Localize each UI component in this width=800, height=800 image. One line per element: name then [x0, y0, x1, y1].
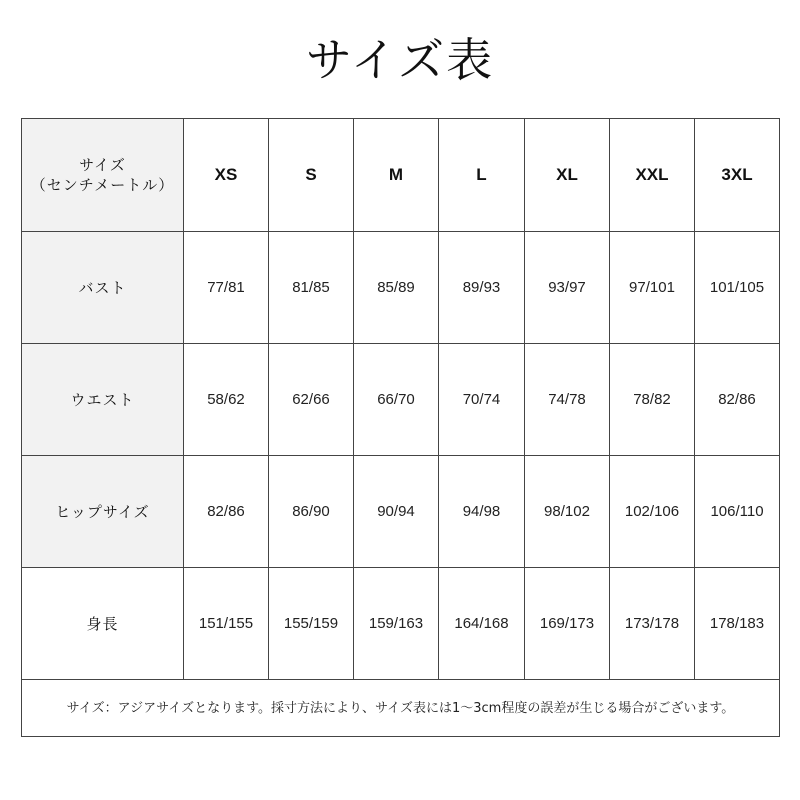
- table-cell: 94/98: [439, 456, 525, 568]
- table-row-waist: [22, 344, 780, 456]
- corner-label-line2: （センチメートル）: [30, 176, 175, 194]
- table-cell: 93/97: [525, 232, 610, 344]
- size-header-l: L: [439, 119, 525, 232]
- size-header-xxl: XXL: [610, 119, 695, 232]
- corner-label-cell: [22, 119, 184, 232]
- table-cell: 78/82: [610, 344, 695, 456]
- table-cell: 82/86: [695, 344, 780, 456]
- size-chart-table: [21, 118, 780, 737]
- table-cell: 85/89: [354, 232, 439, 344]
- table-cell: 82/86: [184, 456, 269, 568]
- size-header-xl: XL: [525, 119, 610, 232]
- page-title: サイズ表: [305, 33, 495, 87]
- table-cell: 58/62: [184, 344, 269, 456]
- size-header-xs: XS: [184, 119, 269, 232]
- table-row-bust: [22, 232, 780, 344]
- table-cell: 89/93: [439, 232, 525, 344]
- table-cell: 102/106: [610, 456, 695, 568]
- size-header-m: M: [354, 119, 439, 232]
- table-cell: 70/74: [439, 344, 525, 456]
- row-label-bust: バスト: [22, 232, 184, 344]
- table-cell: 155/159: [269, 568, 354, 680]
- table-row-hip: [22, 456, 780, 568]
- table-cell: 86/90: [269, 456, 354, 568]
- note-row: [22, 680, 780, 737]
- table-cell: 66/70: [354, 344, 439, 456]
- table-cell: 97/101: [610, 232, 695, 344]
- table-cell: 164/168: [439, 568, 525, 680]
- table-cell: 169/173: [525, 568, 610, 680]
- table-cell: 90/94: [354, 456, 439, 568]
- table-cell: 81/85: [269, 232, 354, 344]
- size-note: サイズ：アジアサイズとなります。採寸方法により、サイズ表には1～3cm程度の誤差が生じる場合がございます。: [22, 680, 780, 737]
- size-header-s: S: [269, 119, 354, 232]
- table-cell: 77/81: [184, 232, 269, 344]
- table-row-height: [22, 568, 780, 680]
- row-label-hip: ヒップサイズ: [22, 456, 184, 568]
- table-cell: 178/183: [695, 568, 780, 680]
- header-row: [22, 119, 780, 232]
- table-cell: 151/155: [184, 568, 269, 680]
- table-cell: 98/102: [525, 456, 610, 568]
- table-cell: 101/105: [695, 232, 780, 344]
- table-cell: 106/110: [695, 456, 780, 568]
- table-cell: 74/78: [525, 344, 610, 456]
- size-header-3xl: 3XL: [695, 119, 780, 232]
- row-label-height: 身長: [22, 568, 184, 680]
- row-label-waist: ウエスト: [22, 344, 184, 456]
- corner-label-line1: サイズ: [79, 156, 126, 174]
- table-cell: 62/66: [269, 344, 354, 456]
- table-cell: 159/163: [354, 568, 439, 680]
- table-cell: 173/178: [610, 568, 695, 680]
